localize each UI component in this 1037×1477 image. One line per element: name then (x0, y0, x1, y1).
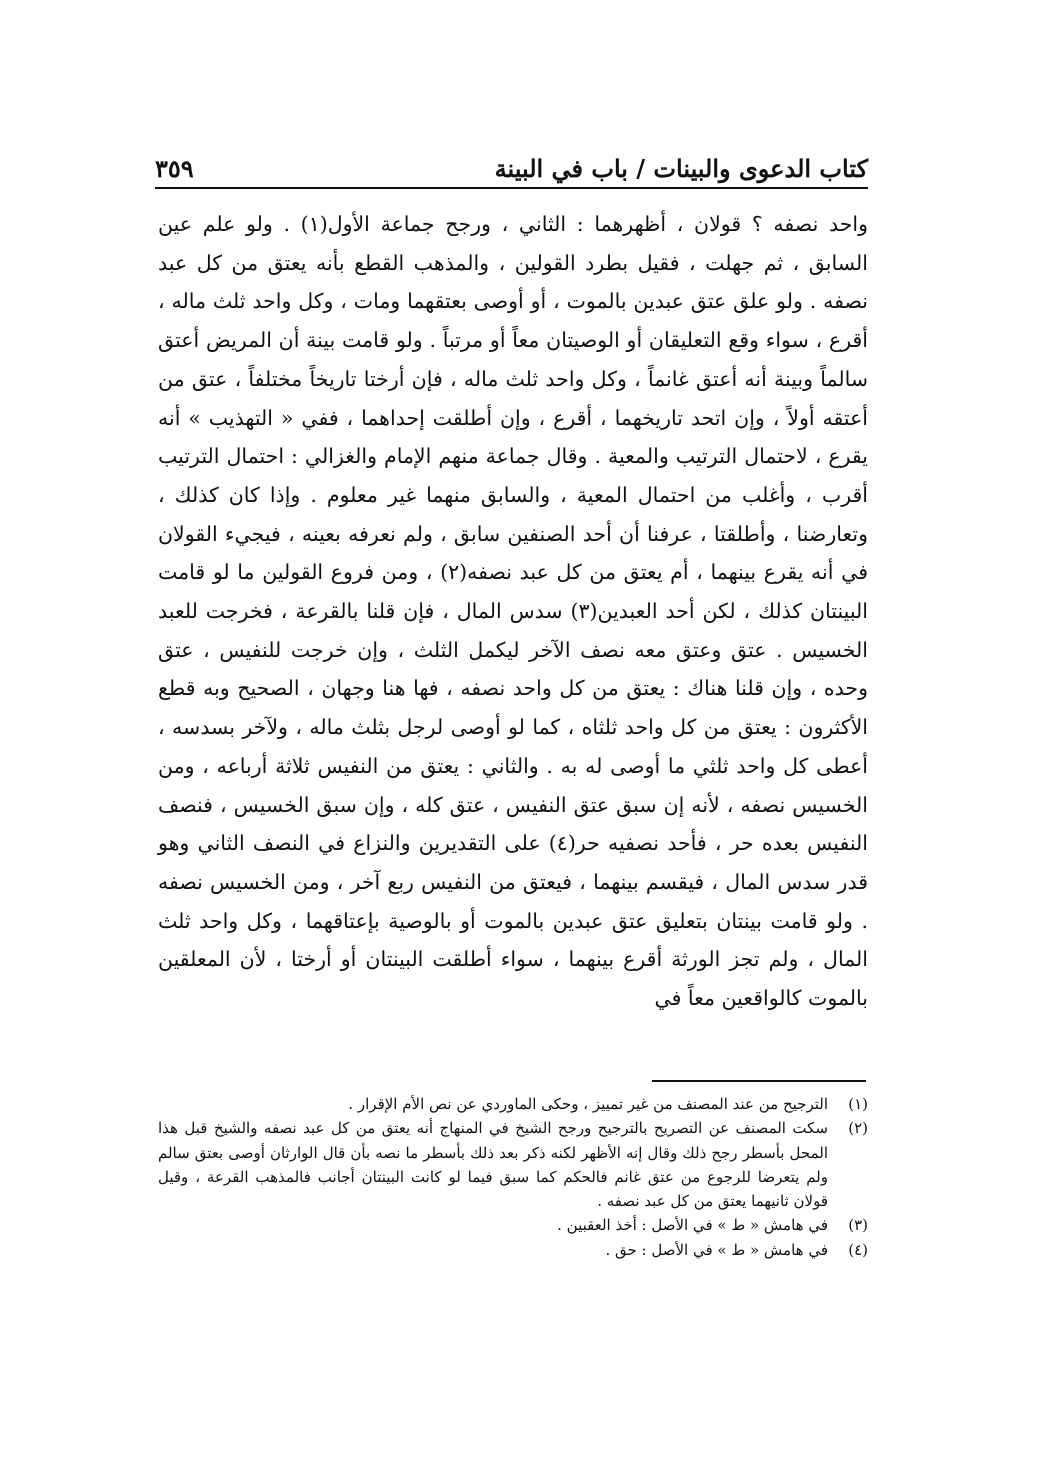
footnote-number: (٣) (848, 1216, 868, 1235)
chapter-title: كتاب الدعوى والبينات / باب في البينة (494, 154, 868, 183)
footnote-text: الترجيح من عند المصنف من غير تمييز ، وحكى الماوردي عن نص الأم الإقرار . (348, 1095, 828, 1113)
footnote-4 (158, 1238, 868, 1262)
footnotes (158, 1092, 868, 1262)
main-text (158, 205, 868, 1018)
footnote-text: في هامش « ط » في الأصل : حق . (605, 1240, 828, 1259)
footnote-number: (١) (848, 1095, 868, 1113)
footnote-text: في هامش « ط » في الأصل : أخذ العقبين . (557, 1216, 828, 1235)
header-rule (155, 187, 868, 189)
footnote-1 (158, 1092, 868, 1116)
running-header (155, 143, 868, 183)
footnote-3 (158, 1213, 868, 1237)
footnote-separator (652, 1080, 866, 1082)
footnote-number: (٢) (848, 1119, 868, 1138)
main-paragraph: واحد نصفه ؟ قولان ، أظهرهما : الثاني ، ورجح جماعة الأول(١) . ولو علم عين السابق ، ثم جهلت ، فقيل بطرد القولين ، والمذهب القطع بأنه يعتق من كل عبد نصفه . ولو علق عتق عبدين بالموت ، أو أوصى بعتقهما ومات ، وكل واحد ثلث ماله ، أقرع ، سواء وقع التعليقان أو الوصيتان معاً أو مرتباً . ولو قامت بينة أن المريض أعتق سالماً وبينة أنه أعتق غانماً ، وكل واحد ثلث ماله ، فإن أرختا تاريخاً مختلفاً ، عتق من أعتقه أولاً ، وإن اتحد تاريخهما ، أقرع ، وإن أطلقت إحداهما ، ففي « التهذيب » أنه يقرع ، لاحتمال الترتيب والمعية . وقال جماعة منهم الإمام والغزالي : احتمال الترتيب أقرب ، وأغلب من احتمال المعية ، والسابق منهما غير معلوم . وإذا كان كذلك ، وتعارضنا ، وأطلقتا ، عرفنا أن أحد الصنفين سابق ، ولم نعرفه بعينه ، فيجيء القولان في أنه يقرع بينهما ، أم يعتق من كل عبد نصفه(٢) ، ومن فروع القولين ما لو قامت البينتان كذلك ، لكن أحد العبدين(٣) سدس المال ، فإن قلنا بالقرعة ، فخرجت للعبد الخسيس . عتق وعتق معه نصف الآخر ليكمل الثلث ، وإن خرجت للنفيس ، عتق وحده ، وإن قلنا هناك : يعتق من كل واحد نصفه ، فها هنا وجهان ، الصحيح وبه قطع الأكثرون : يعتق من كل واحد ثلثاه ، كما لو أوصى لرجل بثلث ماله ، ولآخر بسدسه ، أعطى كل واحد ثلثي ما أوصى له به . والثاني : يعتق من النفيس ثلاثة أرباعه ، ومن الخسيس نصفه ، لأنه إن سبق عتق النفيس ، عتق كله ، وإن سبق الخسيس ، فنصف النفيس بعده حر ، فأحد نصفيه حر(٤) على التقديرين والنزاع في النصف الثاني وهو قدر سدس المال ، فيقسم بينهما ، فيعتق من النفيس ربع آخر ، ومن الخسيس نصفه . ولو قامت بينتان بتعليق عتق عبدين بالموت أو بالوصية بإعتاقهما ، وكل واحد ثلث المال ، ولم تجز الورثة أقرع بينهما ، سواء أطلقت البينتان أو أرختا ، لأن المعلقين بالموت كالواقعين معاً في (158, 212, 868, 1011)
footnote-text: سكت المصنف عن التصريح بالترجيح ورجح الشيخ في المنهاج أنه يعتق من كل عبد نصفه والشيخ قبل هذا المحل بأسطر رجح ذلك وقال إنه الأظهر لكنه ذكر بعد ذلك بأسطر ما نصه بأن قال الوارثان أوصى بعتق سالم ولم يتعرضا للرجوع من عتق غانم فالحكم كما سبق فيما لو كانت البينتان أجانب فالمذهب القرعة ، وقيل قولان ثانيهما يعتق من كل عبد نصفه . (158, 1119, 828, 1211)
footnote-number: (٤) (848, 1240, 868, 1259)
footnote-2 (158, 1116, 868, 1213)
page-number: ٣٥٩ (155, 154, 194, 183)
